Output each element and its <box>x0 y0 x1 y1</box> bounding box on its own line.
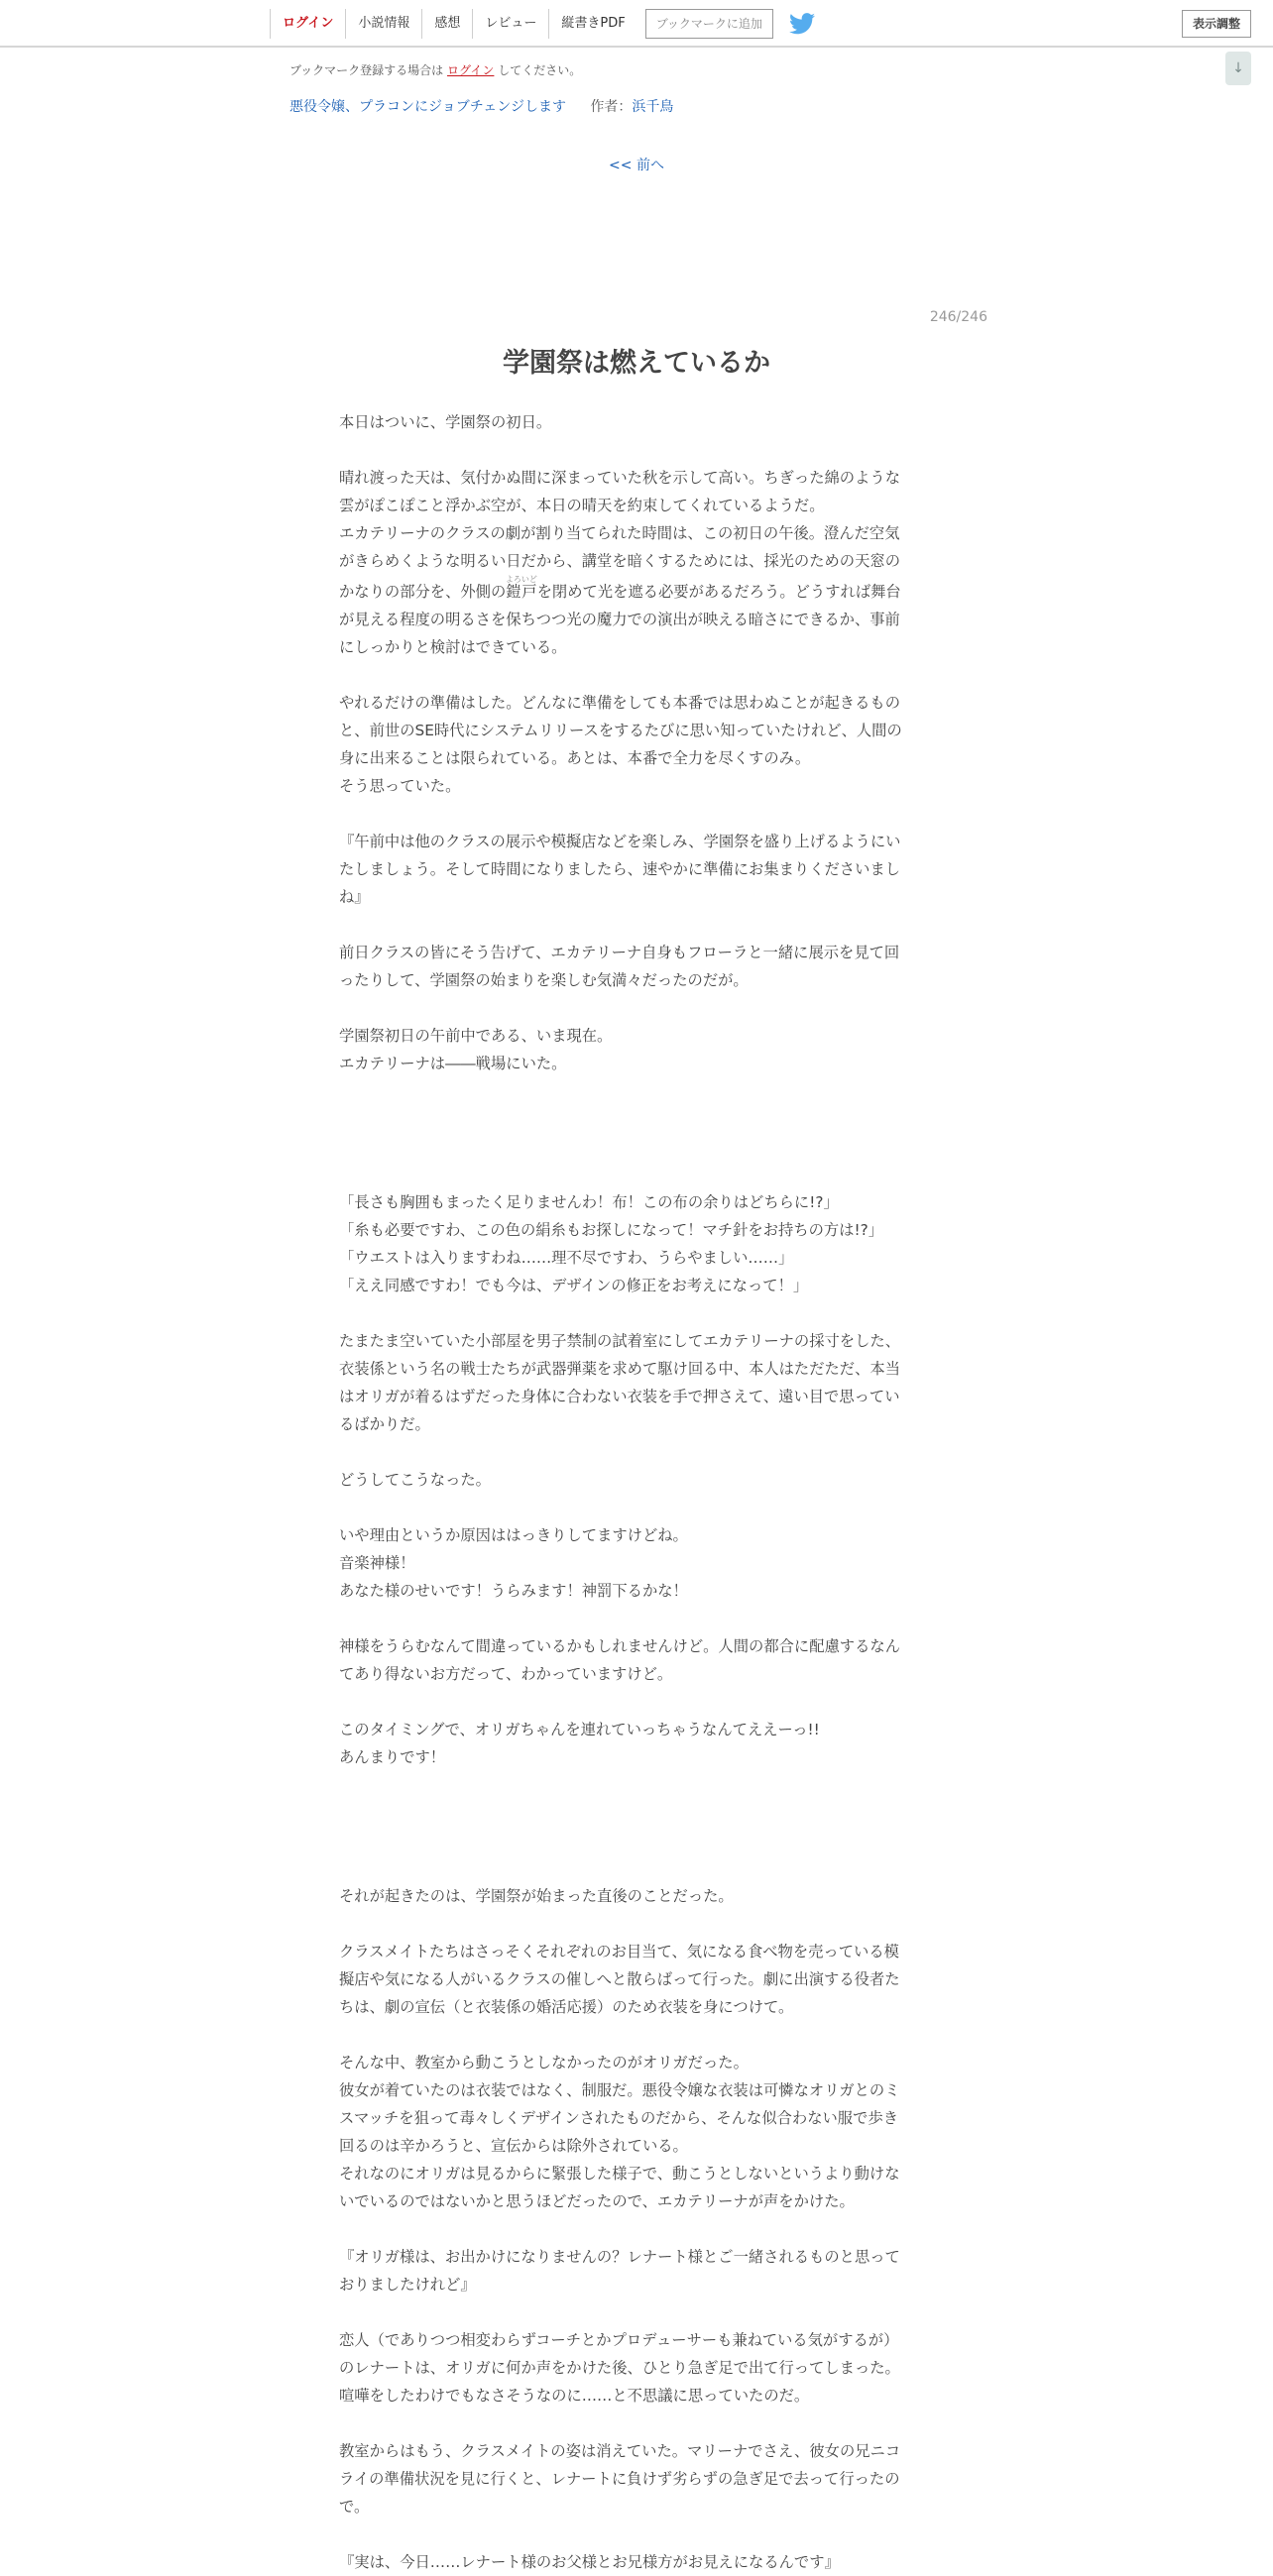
body-line <box>339 1854 934 1882</box>
body-line <box>339 1827 934 1854</box>
body-line: ったりして、学園祭の始まりを楽しむ気満々だったのだが。 <box>339 971 749 989</box>
author-label: 作者： <box>590 99 633 115</box>
body-line: 晴れ渡った天は、気付かぬ間に深まっていた秋を示して高い。ちぎった綿のような <box>339 469 900 487</box>
body-line: 本日はついに、学園祭の初日。 <box>339 413 552 431</box>
page-number: 246/246 <box>929 309 987 325</box>
body-line: 喧嘩をしたわけでもなさそうなのに……と不思議に思っていたのだ。 <box>339 2387 810 2405</box>
body-line: 回るのは辛かろうと、宣伝からは除外されている。 <box>339 2137 688 2155</box>
body-line: それが起きたのは、学園祭が始まった直後のことだった。 <box>339 1887 734 1905</box>
body-line: 彼女が着ていたのは衣装ではなく、制服だ。悪役令嬢な衣装は可憐なオリガとのミ <box>339 2081 900 2099</box>
body-line: スマッチを狙って毒々しくデザインされたものだから、そんな似合わない服で歩き <box>339 2109 898 2127</box>
body-line <box>339 1105 934 1133</box>
body-line: 恋人（でありつつ相変わらずコーチとかプロデューサーも兼ねている気がするが） <box>339 2331 899 2349</box>
notice-suffix: してください。 <box>498 63 582 77</box>
body-line: 「長さも胸囲もまったく足りませんわ！布！この布の余りはどちらに!?」 <box>339 1193 839 1211</box>
body-line: 雲がぽこぽこと浮かぶ空が、本日の晴天を約束してくれているようだ。 <box>339 497 825 514</box>
body-line <box>339 575 934 606</box>
body-line: 『オリガ様は、お出かけになりませんの？レナート様とご一緒されるものと思って <box>339 2248 900 2266</box>
body-line: が見える程度の明るさを保ちつつ光の魔力での演出が映える暗さにできるか、事前 <box>339 611 900 628</box>
nav-novel-info[interactable]: 小説情報 <box>345 9 421 39</box>
ruby-base: 鎧戸 <box>505 583 537 601</box>
body-line: ライの準備状況を見に行くと、レナートに負けず劣らずの急ぎ足で去って行ったの <box>339 2470 900 2488</box>
body-line: そんな中、教室から動こうとしなかったのがオリガだった。 <box>339 2054 749 2072</box>
body-line <box>339 1299 934 1327</box>
body-line: ちは、劇の宣伝（と衣装係の婚活応援）のため衣装を身につけて。 <box>339 1998 794 2016</box>
notice-prefix: ブックマーク登録する場合は <box>289 63 444 77</box>
series-title-link[interactable]: 悪役令嬢、プラコンにジョブチェンジします <box>289 99 566 115</box>
body-line <box>339 994 934 1022</box>
body-line <box>339 1161 934 1188</box>
body-line: 衣装係という名の戦士たちが武器弾薬を求めて駆け回る中、本人はただただ、本当 <box>339 1360 900 1378</box>
body-line: 「ええ同感ですわ！でも今は、デザインの修正をお考えになって！」 <box>339 1277 809 1294</box>
body-line: やれるだけの準備はした。どんなに準備をしても本番では思わぬことが起きるもの <box>339 694 900 712</box>
body-line: のレナートは、オリガに何か声をかけた後、ひとり急ぎ足で出て行ってしまった。 <box>339 2359 900 2377</box>
body-line: どうしてこうなった。 <box>339 1471 491 1489</box>
author-link[interactable]: 浜千鳥 <box>632 99 674 115</box>
nav-review[interactable]: レビュー <box>472 9 548 39</box>
body-line <box>339 2298 934 2326</box>
body-line: 前日クラスの皆にそう告げて、エカテリーナ自身もフローラと一緒に展示を見て回 <box>339 944 900 961</box>
body-line <box>339 1494 934 1521</box>
body-line: 『午前中は他のクラスの展示や模擬店などを楽しみ、学園祭を盛り上げるようにい <box>339 833 901 850</box>
body-line: エカテリーナのクラスの劇が割り当てられた時間は、この初日の午後。澄んだ空気 <box>339 524 900 542</box>
body-line: それなのにオリガは見るからに緊張した様子で、動こうとしないというより動けな <box>339 2165 900 2183</box>
body-line: たまたま空いていた小部屋を男子禁制の試着室にしてエカテリーナの採寸をした、 <box>339 1332 900 1350</box>
novel-body <box>339 408 934 2576</box>
body-line: 身に出来ることは限られている。あとは、本番で全力を尽くすのみ。 <box>339 749 811 767</box>
nav-menu <box>270 7 815 41</box>
body-line <box>339 1077 934 1105</box>
body-line: このタイミングで、オリガちゃんを連れていっちゃうなんてええーっ!! <box>339 1721 820 1738</box>
body-line <box>339 2215 934 2243</box>
body-line: いや理由というか原因ははっきりしてますけどね。 <box>339 1526 688 1544</box>
body-line: おりましたけれど』 <box>339 2276 476 2294</box>
body-line: 神様をうらむなんて間違っているかもしれませんけど。人間の都合に配慮するなん <box>339 1637 900 1655</box>
body-line <box>339 911 934 939</box>
body-line: 学園祭初日の午前中である、いま現在。 <box>339 1027 613 1045</box>
body-line: そう思っていた。 <box>339 777 461 795</box>
body-line <box>339 1605 934 1632</box>
top-nav-bar <box>0 0 1273 48</box>
body-line <box>339 800 934 828</box>
body-line: るばかりだ。 <box>339 1415 430 1433</box>
nav-impressions[interactable]: 感想 <box>421 9 472 39</box>
body-line <box>339 2409 934 2437</box>
body-line: がきらめくような明るい日だから、講堂を暗くするためには、採光のための天窓の <box>339 552 900 570</box>
body-line <box>339 2021 934 2049</box>
nav-login[interactable]: ログイン <box>270 9 345 39</box>
body-line <box>339 1688 934 1716</box>
body-line <box>339 436 934 464</box>
body-line: 『実は、今日……レナート様のお父様とお兄様方がお見えになるんです』 <box>339 2553 840 2571</box>
prev-link[interactable]: << 前へ <box>609 158 664 173</box>
body-line: ね』 <box>339 888 370 906</box>
body-line <box>339 1438 934 1466</box>
body-line: にしっかりと検討はできている。 <box>339 638 567 656</box>
body-line: で。 <box>339 2498 370 2516</box>
body-line: 教室からはもう、クラスメイトの姿は消えていた。マリーナでさえ、彼女の兄ニコ <box>339 2442 901 2460</box>
ruby-line-before: かなりの部分を、外側の <box>339 583 507 601</box>
series-info <box>289 96 673 116</box>
body-line: エカテリーナは――戦場にいた。 <box>339 1055 567 1072</box>
body-line: あんまりです！ <box>339 1748 446 1766</box>
add-bookmark-button[interactable]: ブックマークに追加 <box>645 9 773 39</box>
body-line <box>339 1910 934 1938</box>
body-line: クラスメイトたちはさっそくそれぞれのお目当て、気になる食べ物を売っている模 <box>339 1943 899 1960</box>
body-line: たしましょう。そして時間になりましたら、速やかに準備にお集まりくださいまし <box>339 860 900 878</box>
nav-vertical-pdf[interactable]: 縦書きPDF <box>548 9 636 39</box>
twitter-bird-icon[interactable] <box>789 13 815 35</box>
body-line: 音楽神様！ <box>339 1554 415 1572</box>
ruby-reading: よろいど <box>505 575 537 584</box>
body-line: あなた様のせいです！うらみます！神罰下るかな！ <box>339 1582 688 1600</box>
body-line: 擬店や気になる人がいるクラスの催しへと散らばって行った。劇に出演する役者た <box>339 1970 900 1988</box>
body-line: てあり得ないお方だって、わかっていますけど。 <box>339 1665 673 1683</box>
body-line: いでいるのではないかと思うほどだったので、エカテリーナが声をかけた。 <box>339 2192 855 2210</box>
body-line: と、前世のSE時代にシステムリリースをするたびに思い知っていたけれど、人間の <box>339 722 902 739</box>
ruby-word <box>505 575 537 601</box>
display-settings-button[interactable]: 表示調整 <box>1182 10 1251 38</box>
scroll-down-arrow-icon[interactable]: ↓ <box>1225 52 1251 85</box>
body-line: 「ウエストは入りますわね……理不尽ですわ、うらやましい……」 <box>339 1249 794 1267</box>
bookmark-login-notice <box>289 61 581 78</box>
body-line <box>339 1799 934 1827</box>
prev-chapter-link <box>0 155 1273 174</box>
body-line <box>339 661 934 689</box>
chapter-title: 学園祭は燃えているか <box>503 348 770 379</box>
body-line: 「糸も必要ですわ、この色の絹糸もお探しになって！マチ針をお持ちの方は!?」 <box>339 1221 884 1239</box>
notice-login-link[interactable]: ログイン <box>447 63 495 77</box>
body-line <box>339 2520 934 2548</box>
body-line: はオリガが着るはずだった身体に合わない衣装を手で押さえて、遠い目で思ってい <box>339 1388 900 1405</box>
body-line <box>339 1133 934 1161</box>
ruby-line-after: を閉めて光を遮る必要があるだろう。どうすれば舞台 <box>536 583 901 601</box>
body-line <box>339 1771 934 1799</box>
